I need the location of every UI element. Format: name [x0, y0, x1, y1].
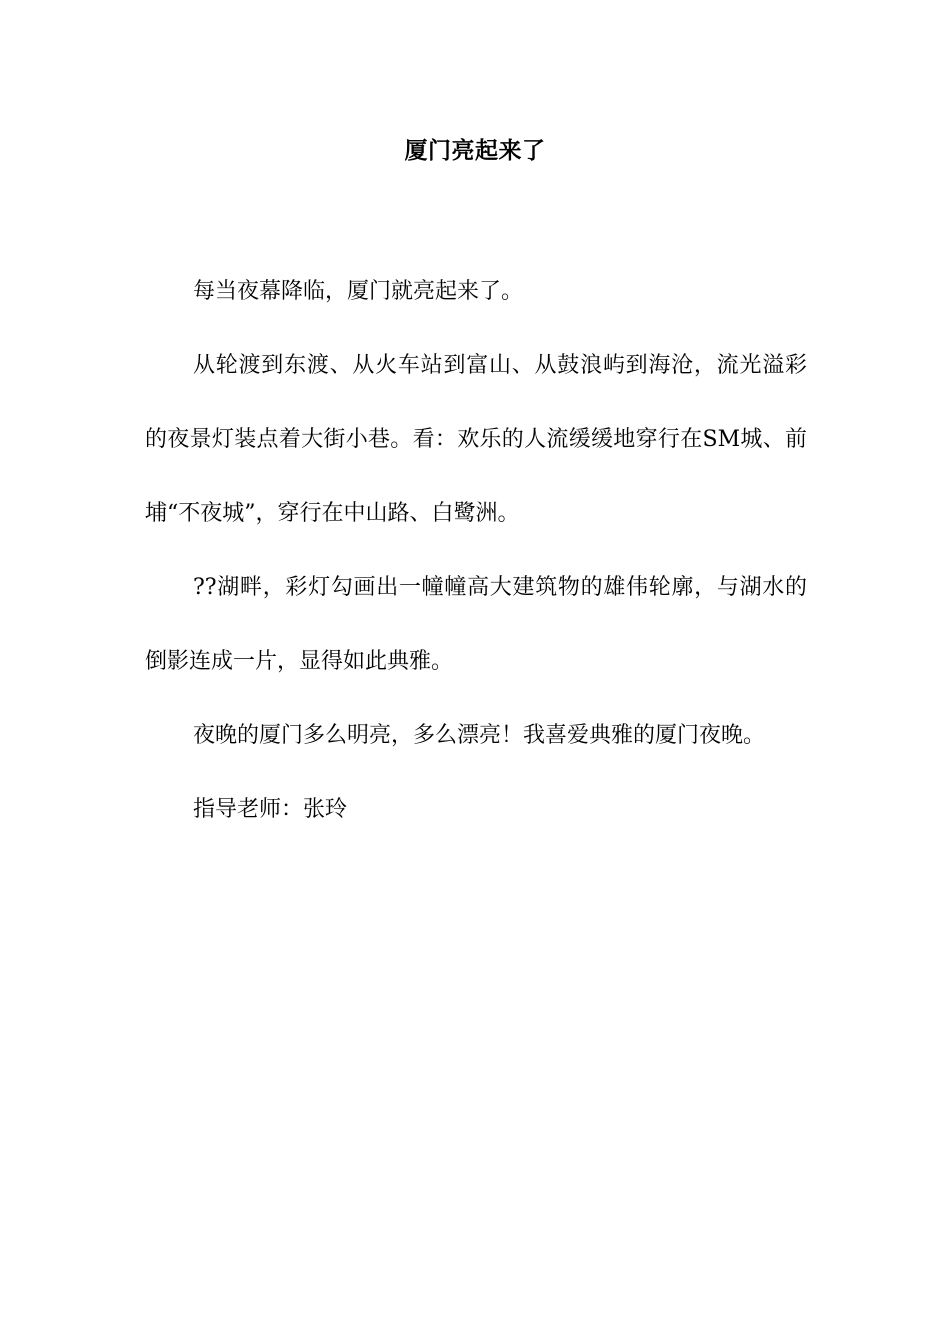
teacher-credit: 指导老师：张玲 [193, 797, 348, 822]
document-body [145, 255, 807, 847]
paragraph-closing: 夜晚的厦门多么明亮，多么漂亮！我喜爱典雅的厦门夜晚。 [193, 723, 766, 748]
paragraph-lakeside: ??湖畔，彩灯勾画出一幢幢高大建筑物的雄伟轮廓，与湖水的倒影连成一片，显得如此典雅。 [145, 575, 807, 674]
page-title: 厦门亮起来了 [404, 138, 546, 164]
paragraph-opening: 每当夜幕降临，厦门就亮起来了。 [193, 279, 524, 304]
paragraph-city-lights: 从轮渡到东渡、从火车站到富山、从鼓浪屿到海沧，流光溢彩的夜景灯装点着大街小巷。看：欢乐的人流缓缓地穿行在SM城、前埔“不夜城”，穿行在中山路、白鹭洲。 [145, 353, 807, 526]
